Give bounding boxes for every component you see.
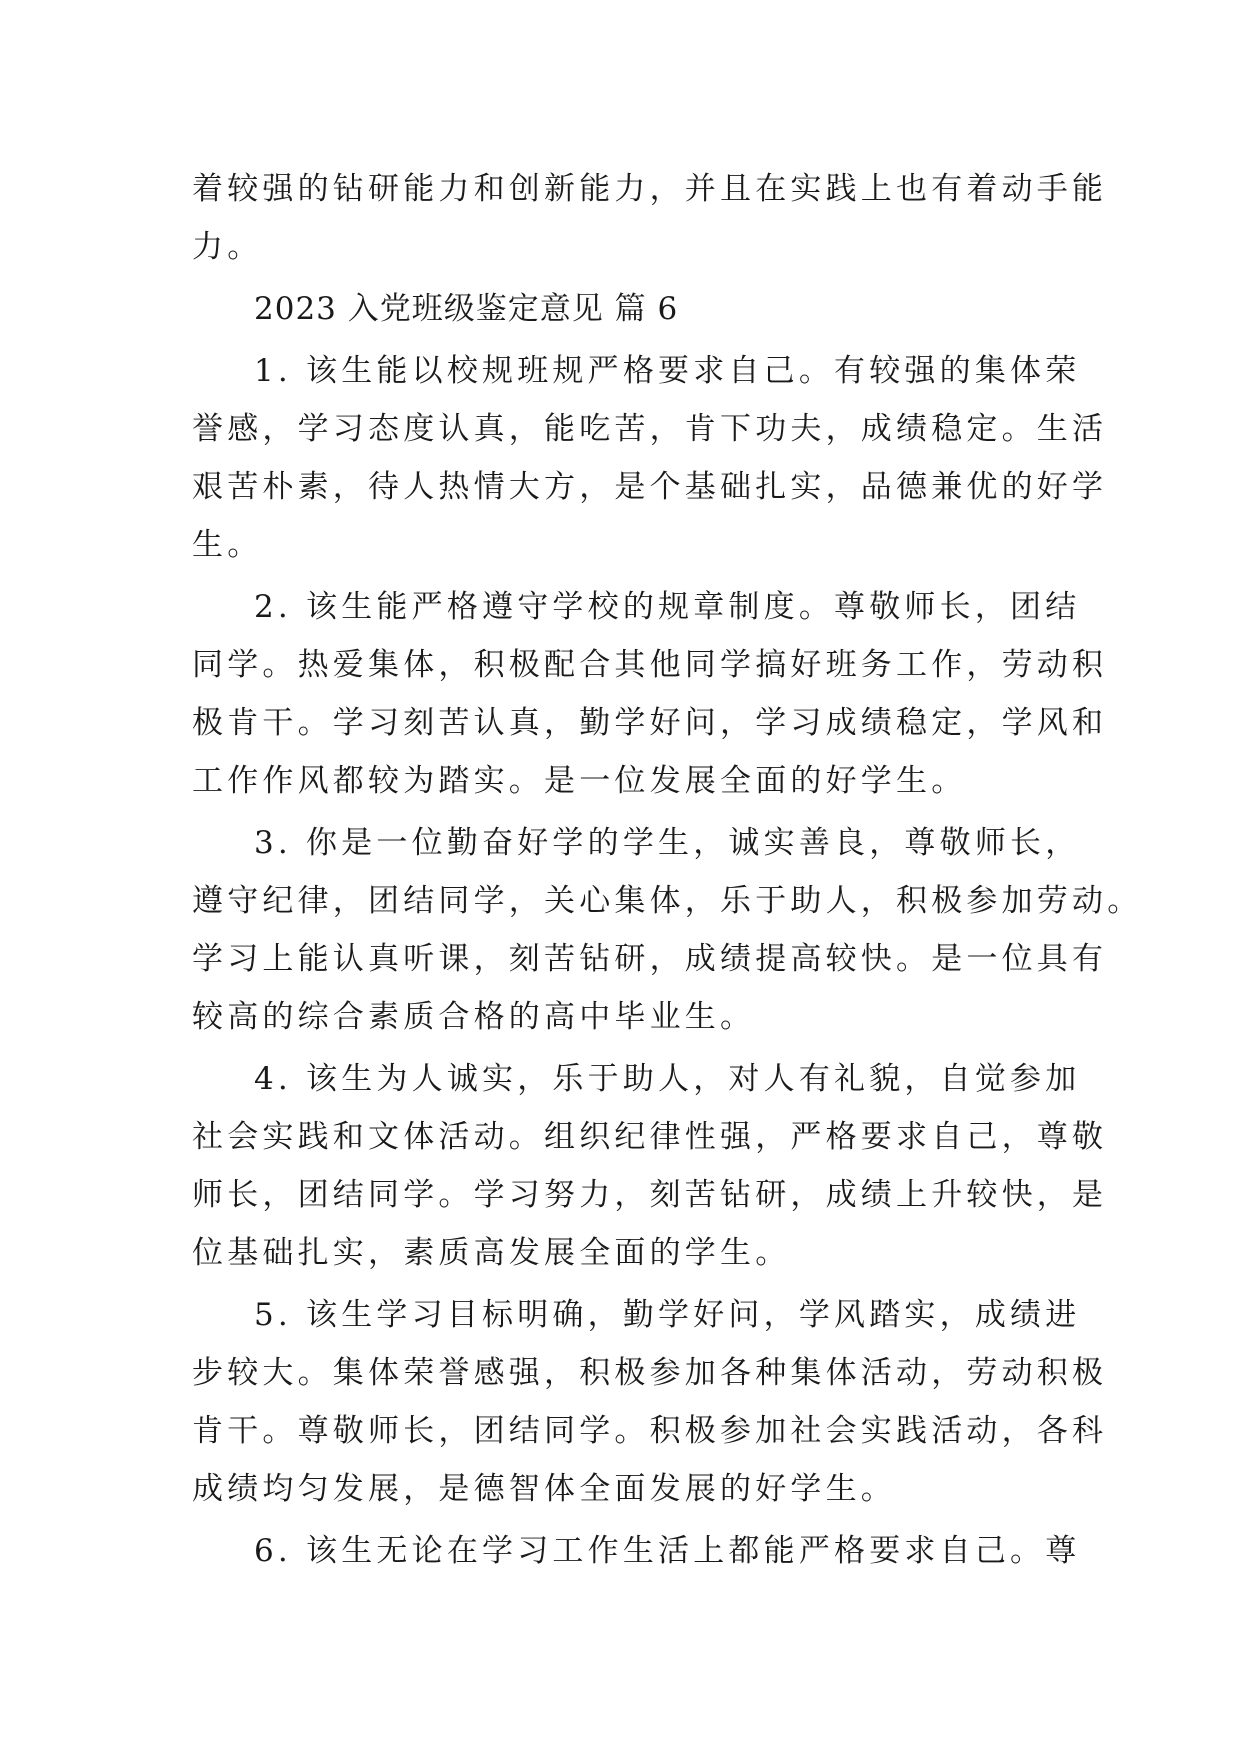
text-line: 力。 [192,229,263,265]
section-heading: 2023 入党班级鉴定意见 篇 6 [254,291,679,327]
text-line: 誉感，学习态度认真，能吃苦，肯下功夫，成绩稳定。生活 [192,411,1108,447]
text-line: 1. 该生能以校规班规严格要求自己。有较强的集体荣 [254,353,1081,389]
text-line: 同学。热爱集体，积极配合其他同学搞好班务工作，劳动积 [192,647,1108,683]
section-heading-block [192,280,1052,338]
text-line: 步较大。集体荣誉感强，积极参加各种集体活动，劳动积极 [192,1355,1108,1391]
list-item [192,578,1108,810]
text-line: 遵守纪律，团结同学，关心集体，乐于助人，积极参加劳动。 [192,883,1143,919]
text-line: 成绩均匀发展，是德智体全面发展的好学生。 [192,1471,896,1507]
text-line: 6. 该生无论在学习工作生活上都能严格要求自己。尊 [254,1533,1081,1569]
text-line: 社会实践和文体活动。组织纪律性强，严格要求自己，尊敬 [192,1119,1108,1155]
text-line: 学习上能认真听课，刻苦钻研，成绩提高较快。是一位具有 [192,941,1108,977]
list-item [192,1286,1108,1518]
text-line: 生。 [192,527,263,563]
text-line: 位基础扎实，素质高发展全面的学生。 [192,1235,791,1271]
text-line: 艰苦朴素，待人热情大方，是个基础扎实，品德兼优的好学 [192,469,1108,505]
text-line: 着较强的钻研能力和创新能力，并且在实践上也有着动手能 [192,171,1108,207]
text-line: 较高的综合素质合格的高中毕业生。 [192,999,756,1035]
list-item [192,814,1143,1046]
text-line: 3. 你是一位勤奋好学的学生，诚实善良，尊敬师长， [254,825,1081,861]
list-item [192,1522,1081,1580]
intro-paragraph [192,160,1108,276]
list-item [192,1050,1108,1282]
text-line: 工作作风都较为踏实。是一位发展全面的好学生。 [192,763,967,799]
text-line: 2. 该生能严格遵守学校的规章制度。尊敬师长，团结 [254,589,1081,625]
text-line: 肯干。尊敬师长，团结同学。积极参加社会实践活动，各科 [192,1413,1108,1449]
document-page [192,160,1143,1584]
text-line: 师长，团结同学。学习努力，刻苦钻研，成绩上升较快，是 [192,1177,1108,1213]
text-line: 5. 该生学习目标明确，勤学好问，学风踏实，成绩进 [254,1297,1081,1333]
text-line: 极肯干。学习刻苦认真，勤学好问，学习成绩稳定，学风和 [192,705,1108,741]
list-item [192,342,1108,574]
text-line: 4. 该生为人诚实，乐于助人，对人有礼貌，自觉参加 [254,1061,1081,1097]
